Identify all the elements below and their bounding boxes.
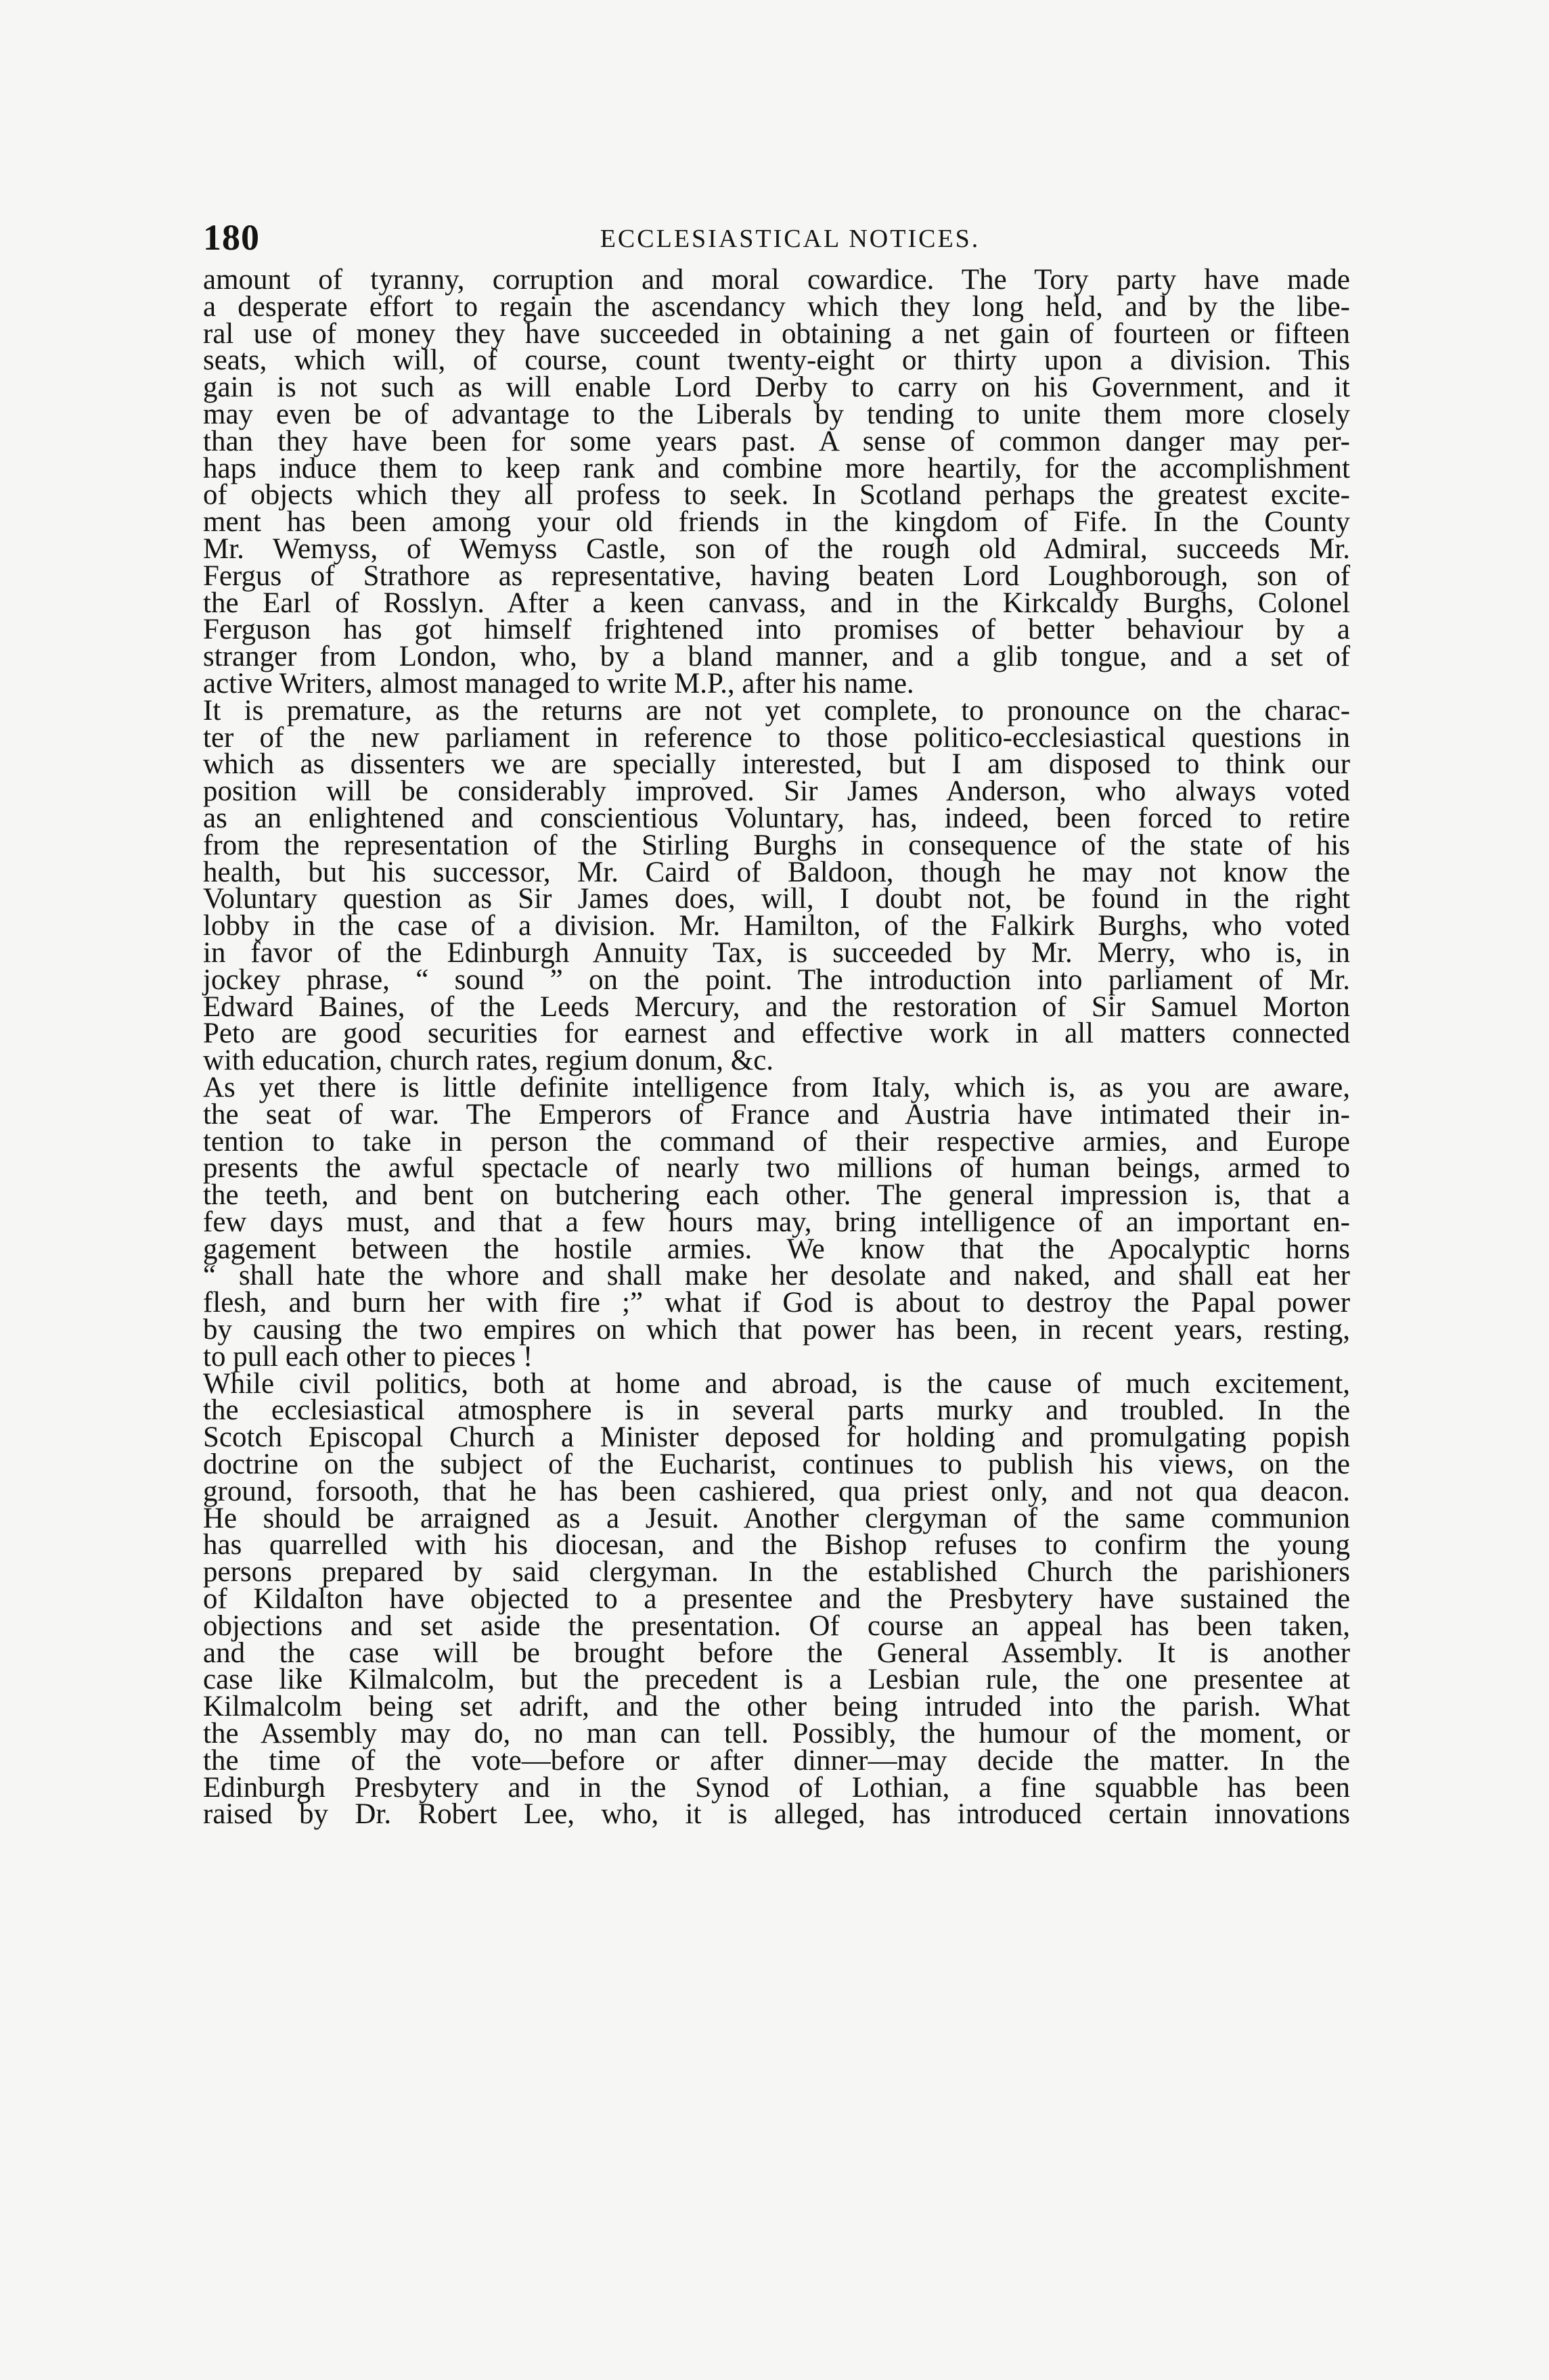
text-line: the teeth, and bent on butchering each other. The general impression is, that a <box>203 1179 1350 1212</box>
text-line: with education, church rates, regium donum, &c. <box>203 1045 774 1077</box>
text-line: tention to take in person the command of their respective armies, and Europe <box>203 1125 1351 1158</box>
text-line: of Kildalton have objected to a presentee and the Presbytery have sustained the <box>203 1583 1351 1616</box>
text-line: which as dissenters we are specially interested, but I am disposed to think our <box>203 748 1351 781</box>
text-line: While civil politics, both at home and abroad, is the cause of much excitement, <box>203 1367 1351 1400</box>
text-line: Kilmalcolm being set adrift, and the other being intruded into the parish. What <box>203 1691 1351 1723</box>
running-title: ECCLESIASTICAL NOTICES. <box>600 225 981 253</box>
text-line: the seat of war. The Emperors of France and Austria have intimated their in- <box>203 1098 1350 1130</box>
text-line: persons prepared by said clergyman. In the established Church the parishioners <box>203 1556 1350 1588</box>
text-line: gain is not such as will enable Lord Derby to carry on his Government, and it <box>203 371 1350 404</box>
text-line: and the case will be brought before the General Assembly. It is another <box>203 1637 1351 1669</box>
text-line: the ecclesiastical atmosphere is in several parts murky and troubled. In the <box>203 1394 1351 1427</box>
text-line: objections and set aside the presentation. Of course an appeal has been taken, <box>203 1609 1351 1642</box>
text-line: raised by Dr. Robert Lee, who, it is alleged, has introduced certain innovations <box>203 1798 1350 1831</box>
paragraph-1 <box>203 264 1351 700</box>
text-line: by causing the two empires on which that power has been, in recent years, resting, <box>203 1314 1350 1346</box>
text-line: Edward Baines, of the Leeds Mercury, and the restoration of Sir Samuel Morton <box>203 990 1351 1023</box>
text-line: ral use of money they have succeeded in obtaining a net gain of fourteen or fifteen <box>203 317 1351 350</box>
text-line: Peto are good securities for earnest and effective work in all matters connected <box>203 1017 1351 1050</box>
body-text <box>203 264 1351 1831</box>
text-line: to pull each other to pieces ! <box>203 1340 533 1373</box>
text-line: seats, which will, of course, count twenty-eight or thirty upon a division. This <box>203 344 1350 377</box>
paragraph-3 <box>203 1071 1351 1373</box>
text-line: from the representation of the Stirling Burghs in consequence of the state of his <box>203 829 1351 861</box>
text-line: Ferguson has got himself frightened into promises of better behaviour by a <box>203 614 1350 646</box>
text-line: the time of the vote—before or after dinner—may decide the matter. In the <box>203 1744 1350 1777</box>
text-line: jockey phrase, “ sound ” on the point. The introduction into parliament of Mr. <box>203 963 1350 996</box>
text-line: gagement between the hostile armies. We know that the Apocalyptic horns <box>203 1233 1350 1265</box>
text-line: Voluntary question as Sir James does, will, I doubt not, be found in the right <box>203 883 1350 915</box>
paragraph-2 <box>203 694 1351 1077</box>
page-number: 180 <box>203 217 260 258</box>
text-line: in favor of the Edinburgh Annuity Tax, is succeeded by Mr. Merry, who is, in <box>203 936 1351 969</box>
text-line: flesh, and burn her with fire ;” what if God is about to destroy the Papal power <box>203 1287 1351 1319</box>
text-line: the Assembly may do, no man can tell. Possibly, the humour of the moment, or <box>203 1718 1350 1750</box>
text-line: lobby in the case of a division. Mr. Hamilton, of the Falkirk Burghs, who voted <box>203 910 1351 942</box>
text-line: case like Kilmalcolm, but the precedent is a Lesbian rule, the one presentee at <box>203 1664 1351 1696</box>
text-line: as an enlightened and conscientious Voluntary, has, indeed, been forced to retire <box>203 802 1350 834</box>
text-line: has quarrelled with his diocesan, and the Bishop refuses to confirm the young <box>203 1529 1350 1561</box>
text-line: may even be of advantage to the Liberals by tending to unite them more closely <box>203 398 1351 430</box>
page-header <box>203 216 1350 259</box>
text-line: Scotch Episcopal Church a Minister deposed for holding and promulgating popish <box>203 1421 1350 1454</box>
text-line: stranger from London, who, by a bland manner, and a glib tongue, and a set of <box>203 641 1351 673</box>
text-line: Fergus of Strathore as representative, having beaten Lord Loughborough, son of <box>203 559 1351 592</box>
text-line: position will be considerably improved. Sir James Anderson, who always voted <box>203 775 1351 808</box>
text-line: ground, forsooth, that he has been cashiered, qua priest only, and not qua deacon. <box>203 1475 1351 1507</box>
text-line: He should be arraigned as a Jesuit. Another clergyman of the same communion <box>203 1502 1350 1534</box>
text-line: amount of tyranny, corruption and moral cowardice. The Tory party have made <box>203 264 1350 296</box>
text-line: a desperate effort to regain the ascendancy which they long held, and by the libe- <box>203 290 1351 323</box>
text-line: ter of the new parliament in reference to those politico-ecclesiastical questions in <box>203 721 1351 754</box>
text-line: of objects which they all profess to seek. In Scotland perhaps the greatest excite- <box>203 479 1350 511</box>
text-line: Mr. Wemyss, of Wemyss Castle, son of the rough old Admiral, succeeds Mr. <box>203 532 1350 565</box>
text-line: doctrine on the subject of the Eucharist, continues to publish his views, on the <box>203 1448 1350 1481</box>
text-line: haps induce them to keep rank and combine more heartily, for the accomplishment <box>203 452 1350 484</box>
text-line: than they have been for some years past. A sense of common danger may per- <box>203 425 1350 457</box>
text-line: “ shall hate the whore and shall make her desolate and naked, and shall eat her <box>203 1260 1350 1292</box>
text-line: ment has been among your old friends in the kingdom of Fife. In the County <box>203 506 1350 539</box>
text-line: the Earl of Rosslyn. After a keen canvass, and in the Kirkcaldy Burghs, Colonel <box>203 587 1351 619</box>
text-line: few days must, and that a few hours may, bring intelligence of an important en- <box>203 1206 1350 1238</box>
text-line: Edinburgh Presbytery and in the Synod of Lothian, a fine squabble has been <box>203 1771 1351 1804</box>
text-line: It is premature, as the returns are not yet complete, to pronounce on the charac- <box>203 694 1351 727</box>
text-line: As yet there is little definite intelligence from Italy, which is, as you are aware, <box>203 1071 1351 1103</box>
text-line: presents the awful spectacle of nearly two millions of human beings, armed to <box>203 1152 1350 1185</box>
text-line: active Writers, almost managed to write M.P., after his name. <box>203 667 914 700</box>
paragraph-4 <box>203 1367 1351 1831</box>
text-line: health, but his successor, Mr. Caird of Baldoon, though he may not know the <box>203 856 1350 888</box>
